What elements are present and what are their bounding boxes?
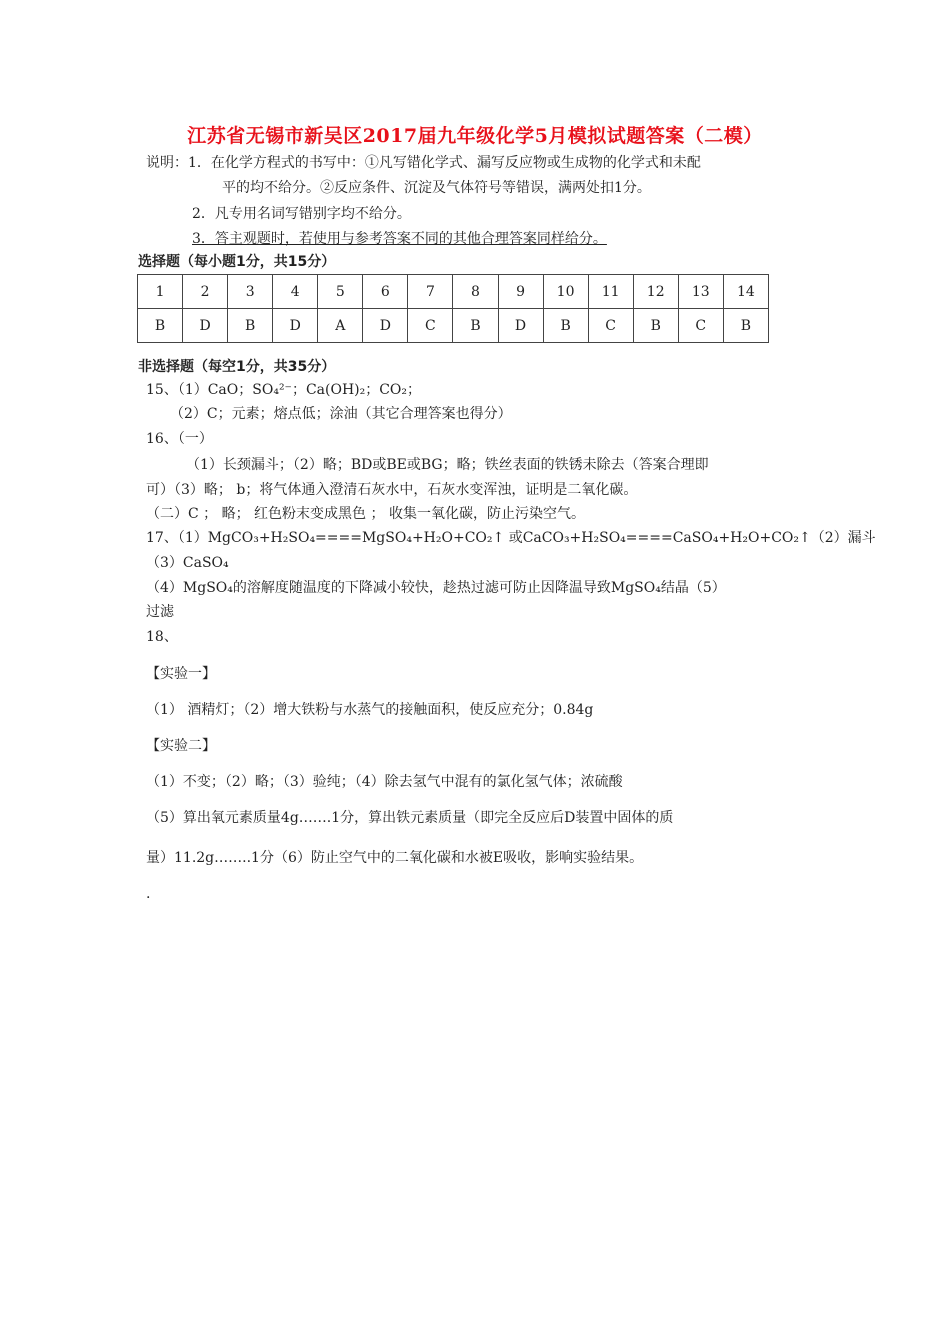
- q16-line-3: （二）C ； 略； 红色粉末变成黑色 ； 收集一氧化碳，防止污染空气。: [146, 506, 585, 522]
- answer-cell: B: [723, 309, 768, 343]
- mc-answer-table: [137, 274, 769, 343]
- question-number: 1: [138, 275, 183, 309]
- note-1-line-2: 平的均不给分。②反应条件、沉淀及气体符号等错误，满两处扣1分。: [222, 180, 651, 196]
- question-number: 12: [633, 275, 678, 309]
- question-number: 2: [183, 275, 228, 309]
- answer-cell: B: [543, 309, 588, 343]
- answer-cell: A: [318, 309, 363, 343]
- answer-cell: B: [453, 309, 498, 343]
- q17-line-1: 17、（1）MgCO₃+H₂SO₄====MgSO₄+H₂O+CO₂↑ 或CaCO₃+H₂SO₄====CaSO₄+H₂O+CO₂↑（2）漏斗: [146, 530, 876, 546]
- end-dot: .: [146, 886, 151, 902]
- q17-line-3: （4）MgSO₄的溶解度随温度的下降减小较快，趁热过滤可防止因降温导致MgSO₄结晶（5）: [146, 580, 726, 596]
- question-number: 13: [678, 275, 723, 309]
- experiment-2-line-3: 量）11.2g……..1分（6）防止空气中的二氧化碳和水被E吸收，影响实验结果。: [146, 850, 644, 866]
- q15-line-2: （2）C；元素；熔点低；涂油（其它合理答案也得分）: [170, 406, 512, 422]
- experiment-1-answer: （1） 酒精灯；（2）增大铁粉与水蒸气的接触面积，使反应充分；0.84g: [146, 702, 594, 718]
- answer-cell: D: [183, 309, 228, 343]
- question-number: 11: [588, 275, 633, 309]
- q16-line-1: （1）长颈漏斗；（2）略；BD或BE或BG；略；铁丝表面的铁锈未除去（答案合理即: [186, 457, 709, 473]
- answer-cell: C: [588, 309, 633, 343]
- question-number: 7: [408, 275, 453, 309]
- answer-cell: B: [228, 309, 273, 343]
- experiment-1-heading: 【实验一】: [146, 666, 216, 682]
- answer-cell: B: [138, 309, 183, 343]
- mc-heading: 选择题（每小题1分，共15分）: [138, 254, 336, 270]
- q17-line-4: 过滤: [146, 604, 174, 620]
- document-title: 江苏省无锡市新吴区2017届九年级化学5月模拟试题答案（二模）: [187, 125, 763, 147]
- question-number: 5: [318, 275, 363, 309]
- question-number: 14: [723, 275, 768, 309]
- table-row-numbers: [138, 275, 769, 309]
- question-number: 10: [543, 275, 588, 309]
- question-number: 6: [363, 275, 408, 309]
- question-number: 8: [453, 275, 498, 309]
- table-row-answers: [138, 309, 769, 343]
- note-3: 3．答主观题时，若使用与参考答案不同的其他合理答案同样给分。: [192, 231, 607, 247]
- q18-heading: 18、: [146, 629, 178, 645]
- answer-cell: D: [363, 309, 408, 343]
- question-number: 9: [498, 275, 543, 309]
- answer-cell: B: [633, 309, 678, 343]
- note-1-line-1: 说明：1．在化学方程式的书写中：①凡写错化学式、漏写反应物或生成物的化学式和未配: [146, 155, 701, 171]
- non-mc-heading: 非选择题（每空1分，共35分）: [138, 359, 336, 375]
- q16-heading: 16、（一）: [146, 431, 213, 447]
- q16-line-2: 可）（3）略； b；将气体通入澄清石灰水中，石灰水变浑浊，证明是二氧化碳。: [146, 482, 638, 498]
- q17-line-2: （3）CaSO₄: [146, 555, 229, 571]
- experiment-2-line-2: （5）算出氧元素质量4g…….1分，算出铁元素质量（即完全反应后D装置中固体的质: [146, 810, 674, 826]
- answer-cell: C: [408, 309, 453, 343]
- question-number: 4: [273, 275, 318, 309]
- experiment-2-line-1: （1）不变；（2）略；（3）验纯；（4）除去氢气中混有的氯化氢气体；浓硫酸: [146, 774, 623, 790]
- note-2: 2．凡专用名词写错别字均不给分。: [192, 206, 411, 222]
- experiment-2-heading: 【实验二】: [146, 738, 216, 754]
- question-number: 3: [228, 275, 273, 309]
- q15-line-1: 15、（1）CaO；SO₄²⁻；Ca(OH)₂；CO₂；: [146, 382, 422, 398]
- answer-cell: C: [678, 309, 723, 343]
- answer-cell: D: [273, 309, 318, 343]
- answer-cell: D: [498, 309, 543, 343]
